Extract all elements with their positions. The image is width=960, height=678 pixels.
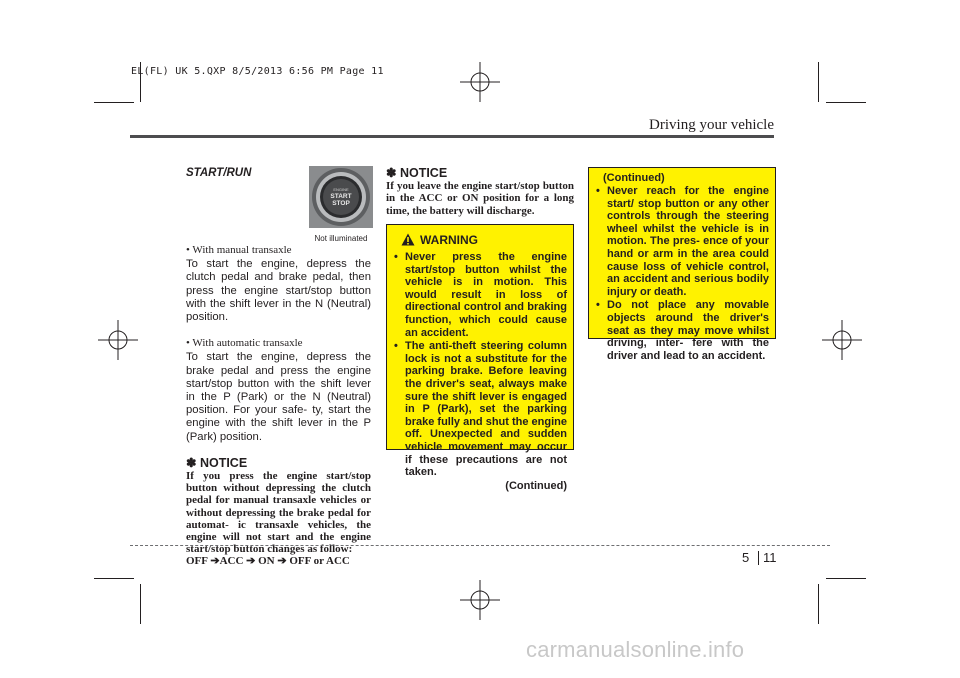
warning-triangle-icon	[401, 233, 415, 246]
arrow-right-icon: ➔	[277, 555, 287, 568]
registration-mark-icon	[822, 320, 862, 360]
crop-mark	[140, 584, 141, 624]
page-number: 11	[763, 550, 777, 565]
print-file-info: EL(FL) UK 5.QXP 8/5/2013 6:56 PM Page 11	[131, 66, 384, 77]
continued-heading: (Continued)	[603, 172, 665, 184]
crop-mark	[818, 62, 819, 102]
chapter-number: 5	[742, 550, 750, 565]
section-title: Driving your vehicle	[649, 117, 774, 133]
warning-item: • Never press the engine start/stop button whilst the vehicle is in motion. This would result in loss of directional control and braking function, which could cause an accident.	[393, 251, 567, 339]
automatic-transaxle-text: To start the engine, depress the brake pedal and press the engine start/stop button with the shift lever in the P (Park) or the N (Neutral) position. For your safe- ty, start the engine with the shift lever in the P (Park) position.	[186, 351, 371, 443]
registration-mark-icon	[460, 62, 500, 102]
sequence-off-or-acc: OFF or ACC	[289, 555, 350, 568]
image-caption: Not illuminated	[314, 234, 368, 243]
notice-text: If you leave the engine start/stop button in the ACC or ON position for a long time, the battery will discharge.	[386, 180, 574, 217]
crop-mark	[826, 578, 866, 579]
warning-list	[595, 185, 769, 362]
crop-mark	[94, 102, 134, 103]
automatic-transaxle-label: • With automatic transaxle	[186, 337, 303, 350]
warning-item: • Do not place any movable objects around the driver's seat as they may move whilst driving, inter- fere with the driver and lead to an accident.	[595, 299, 769, 362]
warning-header	[401, 231, 567, 248]
warning-item: • The anti-theft steering column lock is not a substitute for the parking brake. Before leaving the driver's seat, always make sure the shift lever is engaged in P (Park), set the parking brake fully and shut the engine off. Unexpected and sudden vehicle movement may occur if these precautions are not taken.	[393, 340, 567, 479]
registration-mark-icon	[98, 320, 138, 360]
page-number-divider	[758, 551, 759, 565]
left-column-body	[186, 244, 371, 568]
mid-column	[386, 167, 574, 217]
manual-transaxle-text: To start the engine, depress the clutch pedal and brake pedal, then press the engine start/stop button with the shift lever in the N (Neutral) position.	[186, 258, 371, 324]
sequence-off: OFF	[186, 555, 208, 568]
sequence-acc: ACC	[219, 555, 244, 568]
crop-mark	[818, 584, 819, 624]
button-text-start: START	[330, 193, 352, 200]
warning-box-continued	[588, 167, 776, 362]
continued-label: (Continued)	[505, 479, 567, 492]
header-rule	[130, 135, 774, 138]
start-stop-button-image	[309, 166, 373, 243]
arrow-right-icon: ➔	[210, 555, 220, 568]
notice-text: If you press the engine start/stop button without depressing the clutch pedal for manual transaxle vehicles or without depressing the brake pedal for automat- ic transaxle vehicles, the engine will not start and the engine start/stop button changes as follow:	[186, 470, 371, 556]
button-sequence	[186, 555, 371, 567]
notice-heading: ✽ NOTICE	[186, 455, 248, 470]
button-text-stop: STOP	[332, 200, 350, 207]
registration-mark-icon	[460, 580, 500, 620]
footer-rule	[130, 545, 830, 546]
button-text-engine: ENGINE	[333, 187, 349, 192]
warning-list	[393, 251, 567, 479]
start-run-heading: START/RUN	[186, 167, 252, 179]
manual-transaxle-label: • With manual transaxle	[186, 244, 292, 256]
warning-box	[386, 224, 574, 492]
crop-mark	[94, 578, 134, 579]
crop-mark	[826, 102, 866, 103]
warning-item: • Never reach for the engine start/ stop button or any other controls through the steering wheel whilst the vehicle is in motion. The pres- ence of your hand or arm in the area could cause loss of vehicle control, an accident and serious bodily injury or death.	[595, 185, 769, 298]
watermark: carmanualsonline.info	[526, 637, 745, 662]
engine-start-stop-button-icon	[309, 166, 373, 228]
arrow-right-icon: ➔	[246, 555, 256, 568]
sequence-on: ON	[258, 555, 275, 568]
warning-title: WARNING	[420, 232, 478, 247]
notice-heading: ✽ NOTICE	[386, 166, 448, 180]
